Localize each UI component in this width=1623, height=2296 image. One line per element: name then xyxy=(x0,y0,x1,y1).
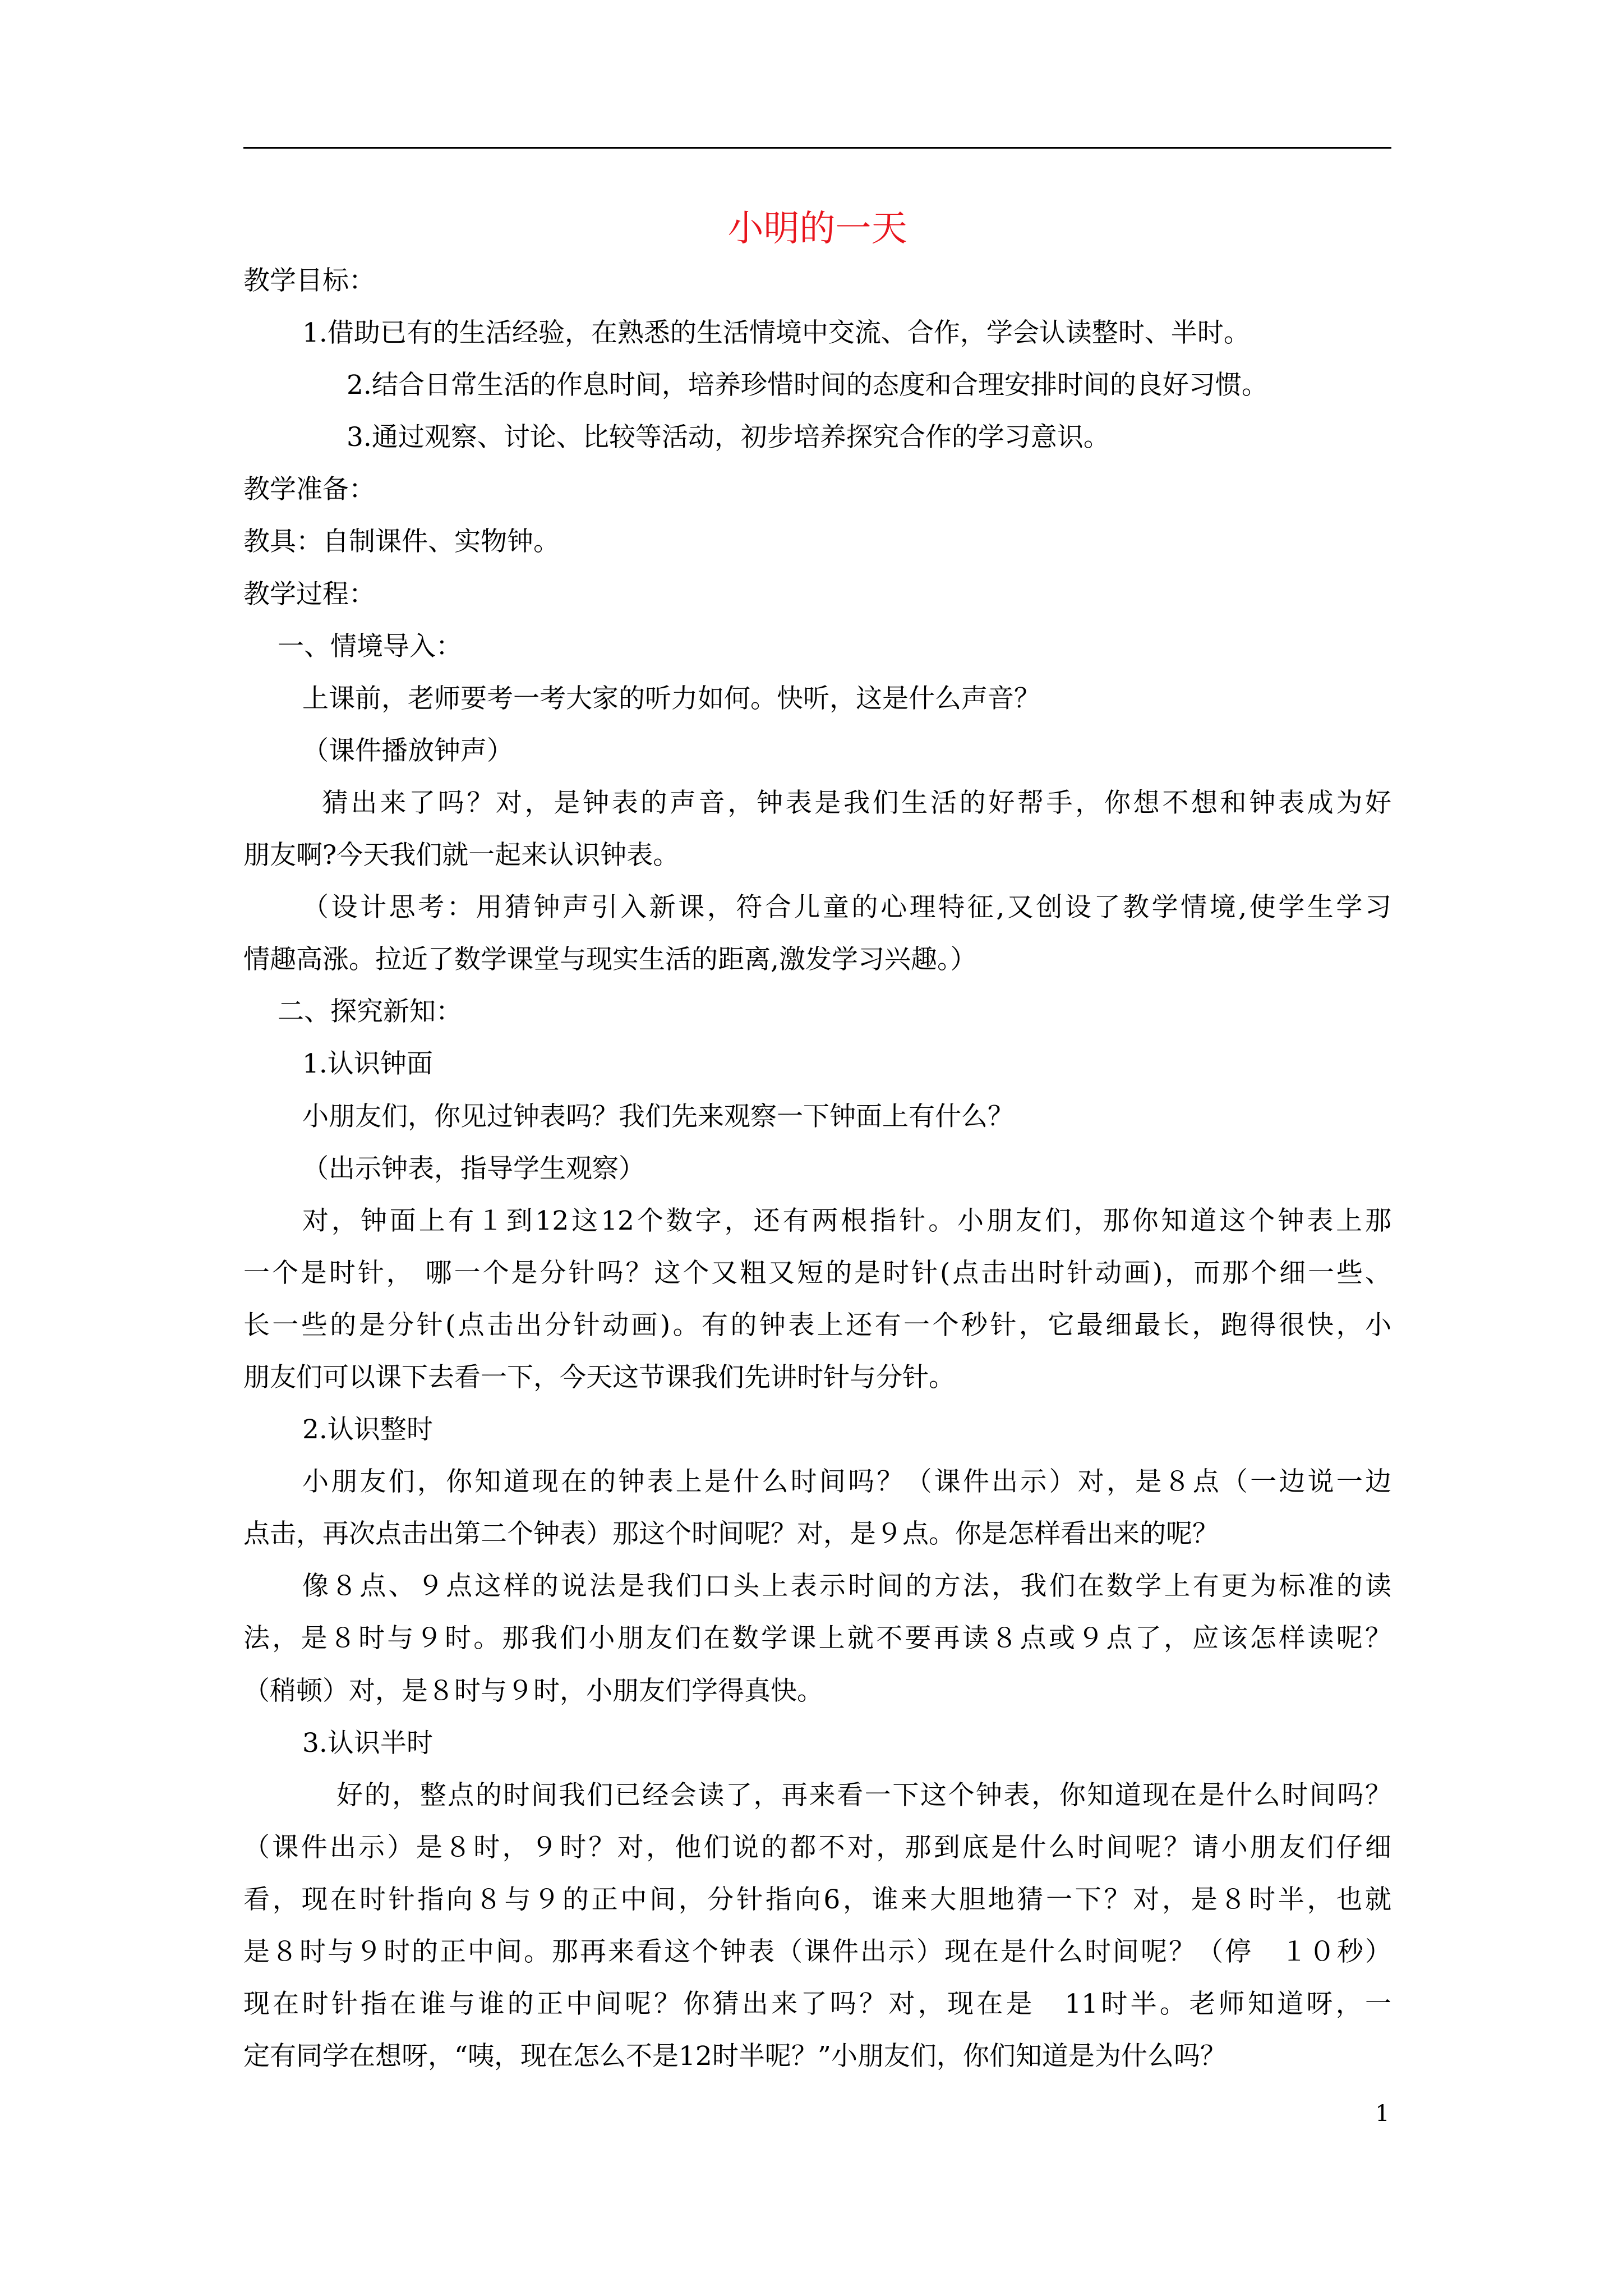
paragraph-line: 定有同学在想呀，“咦，现在怎么不是12时半呢？”小朋友们，你们知道是为什么吗？ xyxy=(243,2041,1227,2072)
design-note xyxy=(243,881,1391,986)
paragraph-line: 像８点、９点这样的说法是我们口头上表示时间的方法，我们在数学上有更为标准的读 xyxy=(302,1571,1391,1602)
paragraph-line: 朋友们可以课下去看一下，今天这节课我们先讲时针与分针。 xyxy=(243,1361,955,1393)
paragraph-line: （课件出示）是８时，９时？对，他们说的都不对，那到底是什么时间呢？请小朋友们仔细 xyxy=(243,1832,1391,1863)
paragraph-line: （稍顿）对，是８时与９时，小朋友们学得真快。 xyxy=(243,1675,823,1706)
subsection-clock-face xyxy=(243,1038,1391,1404)
paragraph-line: 小朋友们，你知道现在的钟表上是什么时间吗？（课件出示）对，是８点（一边说一边 xyxy=(302,1466,1391,1498)
document-title: 小明的一天 xyxy=(727,208,907,250)
paragraph-line: 情趣高涨。拉近了数学课堂与现实生活的距离,激发学习兴趣。） xyxy=(243,944,977,976)
subsection-heading: 2.认识整时 xyxy=(302,1414,433,1446)
paragraph-line: （出示钟表，指导学生观察） xyxy=(302,1153,645,1184)
page-number: 1 xyxy=(1375,2101,1390,2127)
objectives-heading: 教学目标： xyxy=(243,265,375,296)
paragraph-line: 上课前，老师要考一考大家的听力如何。快听，这是什么声音？ xyxy=(302,683,1040,714)
paragraph-line: 朋友啊?今天我们就一起来认识钟表。 xyxy=(243,840,680,871)
section-heading: 一、情境导入： xyxy=(278,631,462,662)
subsection-half-hour xyxy=(243,1717,1391,2083)
paragraph-line: 长一些的是分针(点击出分针动画)。有的钟表上还有一个秒针，它最细最长，跑得很快，小 xyxy=(243,1309,1391,1341)
document-body xyxy=(243,255,1391,2082)
paragraph xyxy=(243,673,1391,725)
paragraph xyxy=(243,1560,1391,1717)
paragraph xyxy=(243,1456,1391,1560)
paragraph xyxy=(243,725,1391,777)
paragraph-line: 对，钟面上有１到12这12个数字，还有两根指针。小朋友们，那你知道这个钟表上那 xyxy=(302,1205,1391,1236)
paragraph xyxy=(243,1091,1391,1143)
objective-item: 1.借助已有的生活经验，在熟悉的生活情境中交流、合作，学会认读整时、半时。 xyxy=(302,318,1250,349)
subsection-whole-hour xyxy=(243,1404,1391,1717)
paragraph xyxy=(243,777,1391,881)
paragraph-line: 一个是时针， 哪一个是分针吗？这个又粗又短的是时针(点击出时针动画)，而那个细一些、 xyxy=(243,1257,1391,1289)
paragraph-line: 好的，整点的时间我们已经会读了，再来看一下这个钟表，你知道现在是什么时间吗？ xyxy=(336,1779,1391,1811)
paragraph-line: （设计思考：用猜钟声引入新课，符合儿童的心理特征,又创设了教学情境,使学生学习 xyxy=(302,892,1391,923)
paragraph-line: 是８时与９时的正中间。那再来看这个钟表（课件出示）现在是什么时间呢？（停 １０秒） xyxy=(243,1936,1391,1967)
paragraph xyxy=(243,1143,1391,1195)
paragraph-line: 猜出来了吗？对，是钟表的声音，钟表是我们生活的好帮手，你想不想和钟表成为好 xyxy=(322,787,1391,818)
paragraph xyxy=(243,1769,1391,2083)
section-explore xyxy=(243,986,1391,2082)
preparation-heading: 教学准备： xyxy=(243,474,375,505)
section-heading: 二、探究新知： xyxy=(278,996,462,1028)
paragraph-line: 小朋友们，你见过钟表吗？我们先来观察一下钟面上有什么？ xyxy=(302,1101,1014,1132)
header-rule xyxy=(243,147,1391,149)
objective-item: 2.结合日常生活的作息时间，培养珍惜时间的态度和合理安排时间的良好习惯。 xyxy=(347,370,1268,401)
process-heading: 教学过程： xyxy=(243,578,375,610)
paragraph-line: 法，是８时与９时。那我们小朋友们在数学课上就不要再读８点或９点了，应该怎样读呢？ xyxy=(243,1623,1391,1654)
paragraph xyxy=(243,1195,1391,1404)
preparation-tools: 教具：自制课件、实物钟。 xyxy=(243,526,560,558)
section-intro xyxy=(243,620,1391,986)
paragraph-line: 点击，再次点击出第二个钟表）那这个时间呢？对，是９点。你是怎样看出来的呢？ xyxy=(243,1519,1219,1550)
objective-item: 3.通过观察、讨论、比较等活动，初步培养探究合作的学习意识。 xyxy=(347,422,1110,453)
paragraph-line: 现在时针指在谁与谁的正中间呢？你猜出来了吗？对，现在是 11时半。老师知道呀，一 xyxy=(243,1989,1391,2020)
subsection-heading: 3.认识半时 xyxy=(302,1727,433,1759)
paragraph-line: （课件播放钟声） xyxy=(302,735,513,766)
subsection-heading: 1.认识钟面 xyxy=(302,1048,433,1080)
paragraph-line: 看，现在时针指向８与９的正中间，分针指向6，谁来大胆地猜一下？对，是８时半，也就 xyxy=(243,1884,1391,1915)
